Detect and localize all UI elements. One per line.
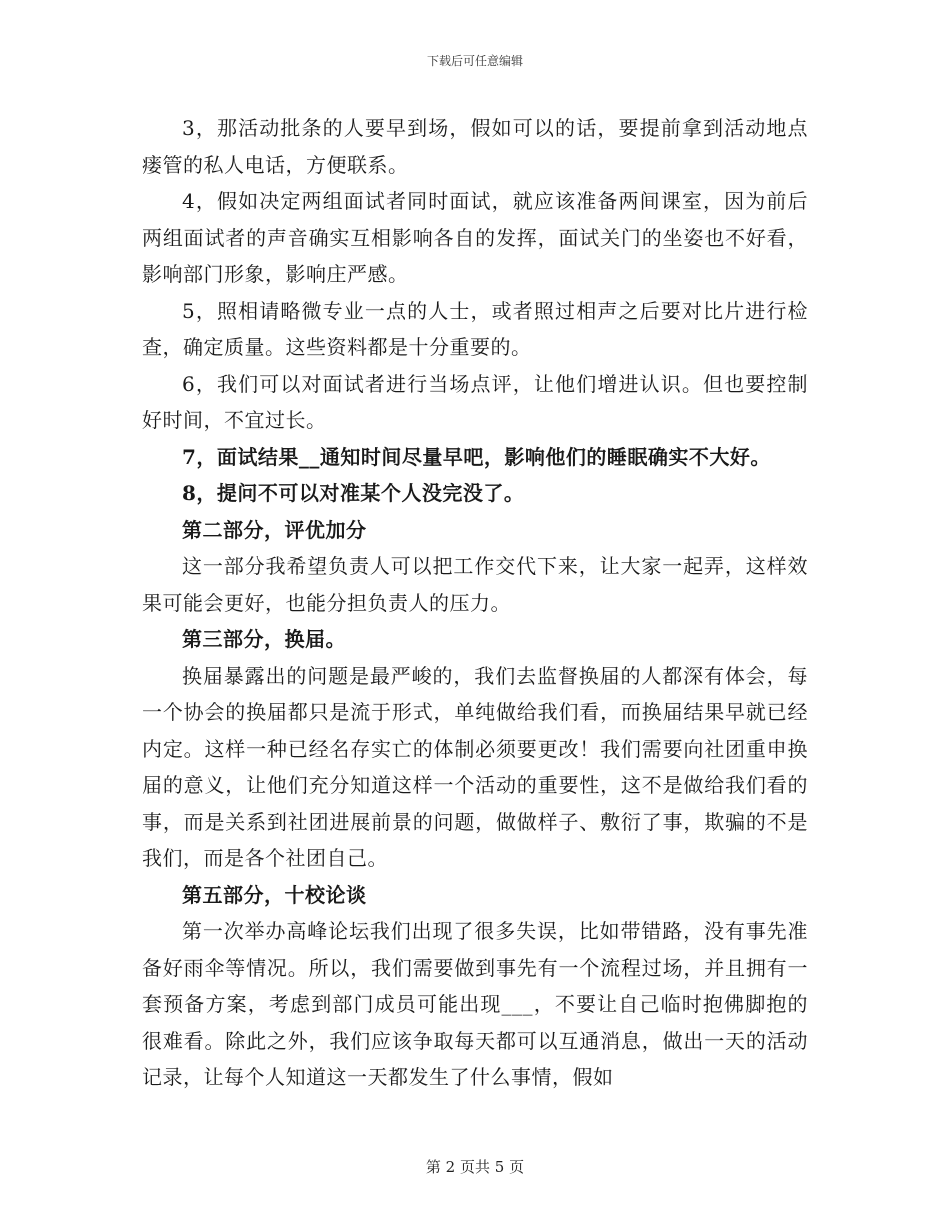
- paragraph-item-6: 6，我们可以对面试者进行当场点评，让他们增进认识。但也要控制好时间，不宜过长。: [142, 371, 808, 432]
- paragraph-item-7: 7，面试结果__通知时间尽量早吧，影响他们的睡眠确实不大好。: [182, 444, 771, 469]
- paragraph-part-2-body: 这一部分我希望负责人可以把工作交代下来，让大家一起弄，这样效果可能会更好，也能分担负责人的压力。: [142, 554, 808, 615]
- paragraph-item-3: 3，那活动批条的人要早到场，假如可以的话，要提前拿到活动地点瘘管的私人电话，方便联系。: [142, 116, 808, 177]
- paragraph-part-3-body: 换届暴露出的问题是最严峻的，我们去监督换届的人都深有体会，每一个协会的换届都只是流于形式，单纯做给我们看，而换届结果早就已经内定。这样一种已经名存实亡的体制必须要更改！我们需要向社团重申换届的意义，让他们充分知道这样一个活动的重要性，这不是做给我们看的事，而是关系到社团进展前景的问题，做做样子、敷衍了事，欺骗的不是我们，而是各个社团自己。: [142, 663, 808, 870]
- paragraph-item-5: 5，照相请略微专业一点的人士，或者照过相声之后要对比片进行检查，确定质量。这些资料都是十分重要的。: [142, 298, 808, 359]
- document-body: [142, 110, 808, 1096]
- paragraph-item-8: 8，提问不可以对准某个人没完没了。: [182, 481, 525, 505]
- page-header: 下载后可任意编辑: [426, 54, 523, 68]
- section-heading-part-2: 第二部分，评优加分: [182, 517, 367, 542]
- paragraph-item-4: 4，假如决定两组面试者同时面试，就应该准备两间课室，因为前后两组面试者的声音确实互相影响各自的发挥，面试关门的坐姿也不好看，影响部门形象，影响庄严感。: [142, 189, 808, 286]
- section-heading-part-5: 第五部分，十校论谈: [182, 882, 367, 907]
- section-heading-part-3: 第三部分，换届。: [182, 627, 346, 651]
- page-footer: 第 2 页共 5 页: [425, 1158, 525, 1176]
- paragraph-part-5-body: 第一次举办高峰论坛我们出现了很多失误，比如带错路，没有事先准备好雨伞等情况。所以，我们需要做到事先有一个流程过场，并且拥有一套预备方案，考虑到部门成员可能出现___，不要让自己临时抱佛脚抱的很难看。除此之外，我们应该争取每天都可以互通消息，做出一天的活动记录，让每个人知道这一天都发生了什么事情，假如: [142, 919, 808, 1089]
